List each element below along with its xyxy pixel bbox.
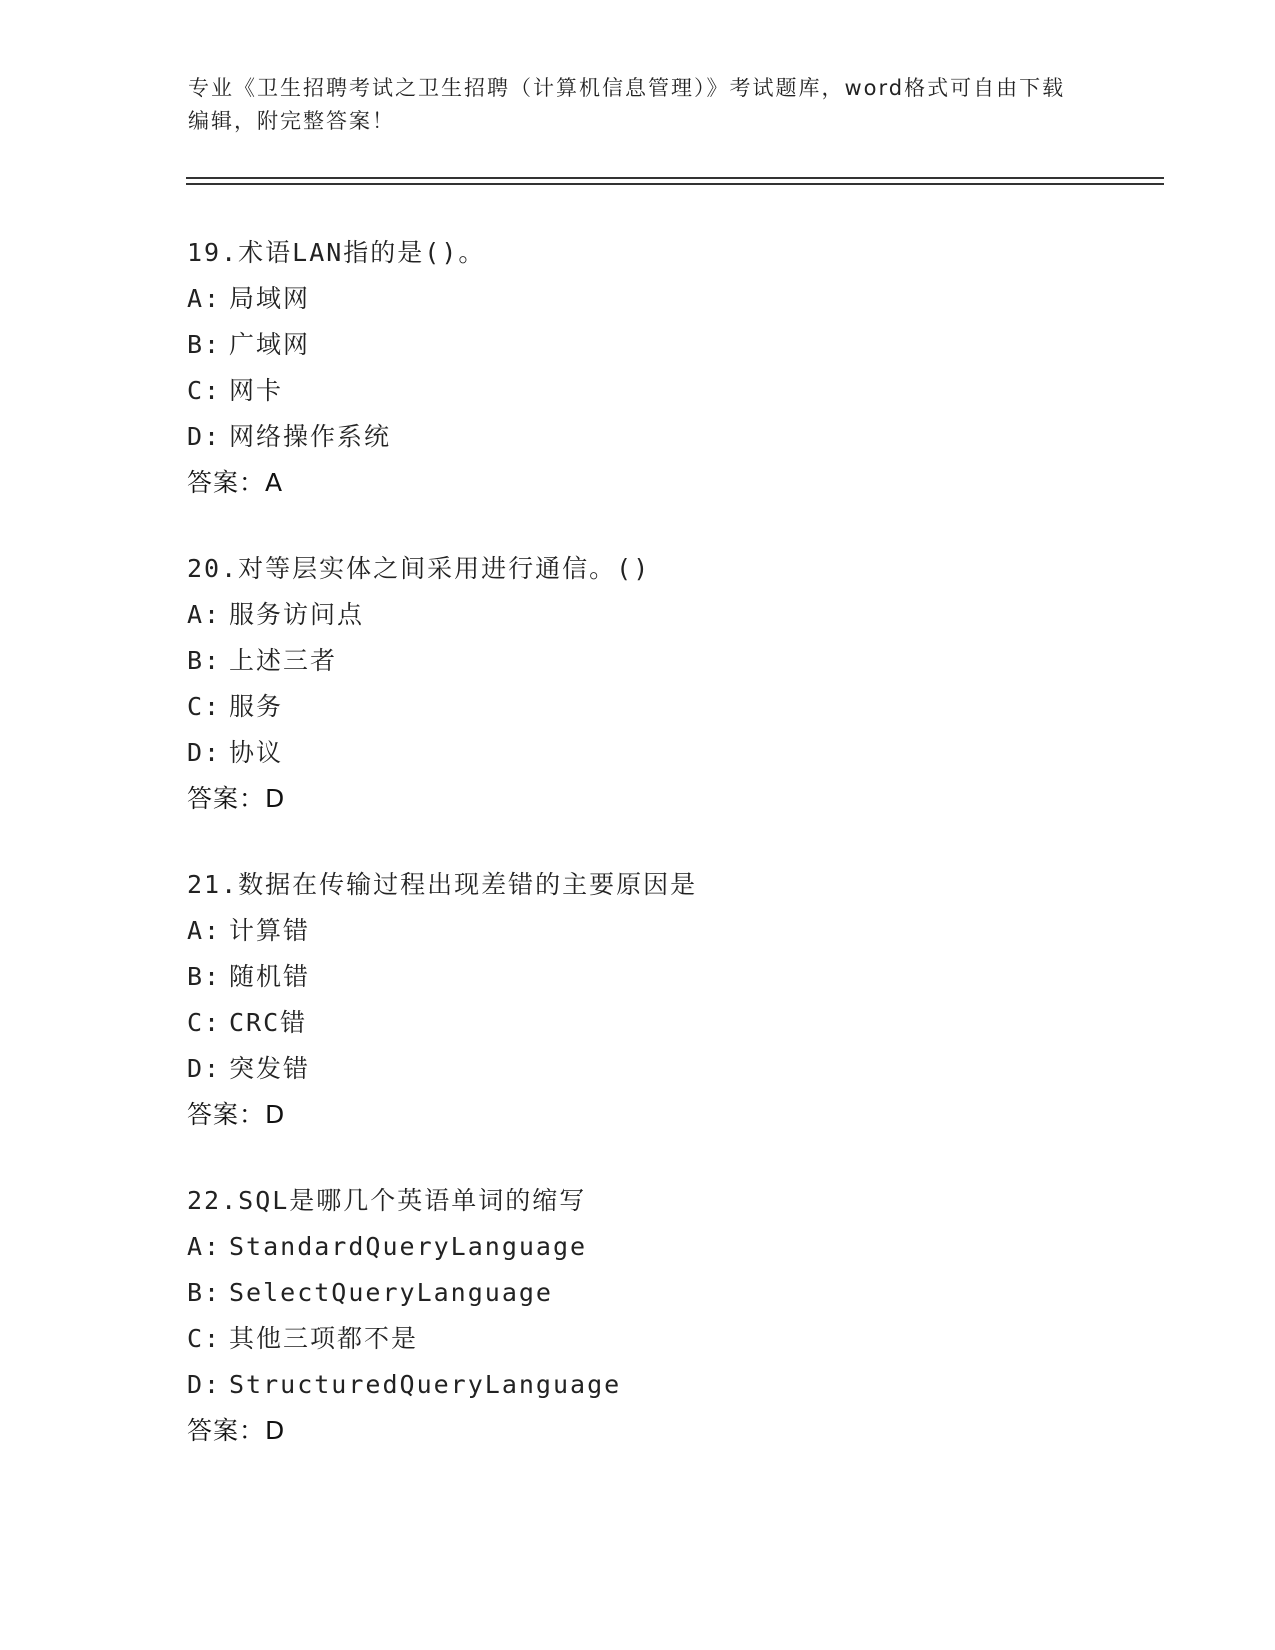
question-21 <box>187 862 1167 1138</box>
option-letter: C: <box>187 692 222 721</box>
question-stem: 21.数据在传输过程出现差错的主要原因是 <box>187 870 698 899</box>
option-d <box>187 1046 1167 1092</box>
option-d <box>187 414 1167 460</box>
option-text: SelectQueryLanguage <box>229 1278 553 1307</box>
option-text: 计算错 <box>229 916 311 945</box>
option-letter: A: <box>187 1232 222 1261</box>
option-text: 网络操作系统 <box>229 422 392 451</box>
option-text: 随机错 <box>229 962 311 991</box>
answer-line: 答案：D <box>187 1416 286 1445</box>
header-divider-bottom <box>186 183 1164 185</box>
option-letter: B: <box>187 646 222 675</box>
option-a <box>187 908 1167 954</box>
option-text: CRC错 <box>229 1008 308 1037</box>
question-22 <box>187 1178 1167 1454</box>
option-letter: A: <box>187 916 222 945</box>
option-c <box>187 1000 1167 1046</box>
option-letter: D: <box>187 738 222 767</box>
option-d <box>187 1362 1167 1408</box>
option-text: 上述三者 <box>229 646 338 675</box>
option-letter: B: <box>187 330 222 359</box>
option-letter: B: <box>187 962 222 991</box>
option-letter: A: <box>187 600 222 629</box>
option-text: 突发错 <box>229 1054 311 1083</box>
option-text: StructuredQueryLanguage <box>229 1370 622 1399</box>
option-b <box>187 954 1167 1000</box>
document-intro: 专业《卫生招聘考试之卫生招聘（计算机信息管理）》考试题库，word格式可自由下载编辑，附完整答案！ <box>188 76 1066 133</box>
option-a <box>187 276 1167 322</box>
option-letter: D: <box>187 1054 222 1083</box>
option-text: 协议 <box>229 738 284 767</box>
option-text: 网卡 <box>229 376 284 405</box>
option-a <box>187 1224 1167 1270</box>
answer-line: 答案：A <box>187 468 284 497</box>
option-text: 广域网 <box>229 330 311 359</box>
answer-line: 答案：D <box>187 1100 286 1129</box>
option-letter: C: <box>187 1324 222 1353</box>
option-b <box>187 322 1167 368</box>
option-letter: A: <box>187 284 222 313</box>
option-text: 其他三项都不是 <box>229 1324 419 1353</box>
question-20 <box>187 546 1167 822</box>
question-stem: 20.对等层实体之间采用进行通信。() <box>187 554 651 583</box>
option-c <box>187 368 1167 414</box>
option-letter: C: <box>187 1008 222 1037</box>
option-text: StandardQueryLanguage <box>229 1232 588 1261</box>
option-c <box>187 1316 1167 1362</box>
option-text: 服务 <box>229 692 284 721</box>
option-letter: D: <box>187 1370 222 1399</box>
question-19 <box>187 230 1167 506</box>
option-c <box>187 684 1167 730</box>
option-text: 局域网 <box>229 284 311 313</box>
option-letter: C: <box>187 376 222 405</box>
answer-line: 答案：D <box>187 784 286 813</box>
option-text: 服务访问点 <box>229 600 365 629</box>
question-stem: 19.术语LAN指的是()。 <box>187 238 486 267</box>
option-d <box>187 730 1167 776</box>
option-letter: B: <box>187 1278 222 1307</box>
header-divider-top <box>186 177 1164 179</box>
option-letter: D: <box>187 422 222 451</box>
option-b <box>187 638 1167 684</box>
option-b <box>187 1270 1167 1316</box>
question-stem: 22.SQL是哪几个英语单词的缩写 <box>187 1186 587 1215</box>
option-a <box>187 592 1167 638</box>
